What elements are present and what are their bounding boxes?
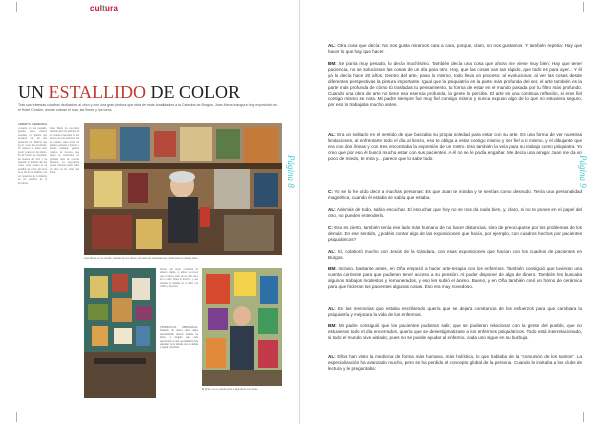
gallery-photo — [84, 268, 156, 398]
interview-paragraph: AL: Sí, colaboró mucho con Jesús de la Gándara, con esas exposiciones que hacían con los cuadros de pacientes en Burgos. — [328, 249, 582, 260]
interview-paragraph: AL: Otra cosa que decía: No nos gusta miramos cara a cara, porque, claro, no nos gustamos. Y también repetía: Hay que hacer lo que hay que hacer. — [328, 43, 582, 54]
interview-paragraph: AL: Era un solitario en el sentido de que buscaba su propia soledad para estar con su arte. Es una forma de ver nuestras limitaciones, al enfrentarte todo el día al lienzo, eso te obliga a estar contigo mismo y ser fiel a ti mismo, y el dibujante que era con dos líneas y con tres encontraba la expresión de un rostro. Eso también la veía para su trabajo como psiquiatra. Yo creo que por eso él buscó mucho estar con sus pacientes. A él no se le podía engañar. Me decía una amiga: Juan me da un poco de miedo, te mira y... parece que lo sabe todo. — [328, 132, 582, 161]
page-number-left: Página 8 — [286, 155, 296, 188]
article-deck: Tras sus intensas cuadros dedicados al circo y con una gran pintura que dela de esas tonalidades a la Catedral de Burgos, Juan Mena inaugura hoy exposición en el Hotel Cordón, donde cobran el mar, las flores y los toros — [18, 103, 278, 112]
article-column-2: Juan Mena ha recorrido durante años los pueblos de la comarca buscando la luz exacta de cada estación. En su estudio, entre botes de pintura, pinceles y lienzos a medio terminar, guarda cientos de bocetos que luego se convierten en grandes telas de colores intensos. La exposición podrá visitarse hasta final de mes en las salas del hotel. — [50, 127, 79, 175]
crop-mark — [583, 412, 584, 422]
interview-paragraph: AL: Además de todo, sabía escuchar. El escuchar que hoy no se nos da nada bien, y, claro, si no te pones en el papel del otro, no pueden entenderlo. — [328, 207, 582, 218]
article-column-3: Jurado del tercer certamen de pintura rápida, el artista reconoce que la mayor parte de su obra nace en la calle, frente al motivo, y que después la termina en el taller con calma y sin prisa. — [160, 268, 198, 289]
right-page — [300, 0, 600, 424]
interview-paragraph: AL: Ellos han visto la medicina de forma más humana, más holística, lo que hablaba de la “comunión de los santos”. La especialización ha avanzado mucho, pero se ha perdido el concepto global de la persona. Cuando le invitaba a los clubs de lectura y le preguntaba: — [328, 354, 582, 371]
painter-photo — [202, 268, 282, 386]
interview-paragraph: BM: Se ponía muy pesado, lo decía muchísimo. También decía una cosa que ahora me viene muy bien: Hay que tener paciencia, no se solucionan las cosas de un día para otro. Hoy, que las cosas van tan rápido, que todo es para ayer... Y él ya lo decía hace 20 años. Dentro del arte, pasa lo mismo, todo lleva un proceso; al evolucionar, al ver las cosas desde diferentes perspectivas la pintura importante. Igual que la psiquiatría es la parte más profunda del ser, el arte también es la parte más profunda de cómo tú trasladas tu pensamiento, tu forma de estar en el mundo pasada por tu filtro más profundo. Cuando una obra de arte no tiene esa esencia profunda, la gente lo percibe. El arte es una continua reflexión, si eres fiel contigo mismo se nota. Mi padre siempre fue muy fiel consigo mismo y nunca expuso algo de lo que no estuviera seguro, por eso lo trabajaba mucho antes. — [328, 61, 582, 108]
crop-mark — [16, 412, 17, 422]
crop-mark — [583, 2, 584, 12]
crop-mark — [16, 2, 17, 12]
photo-caption-1: Juan Mena, en su estudio, rodeado de sus obras y de todos los materiales que utiliza para su trabajo diario. — [84, 257, 199, 260]
interview-paragraph: BM: Mi padre consiguió que los pacientes pudieran salir, que se pudieran relacionar con la gente del pueblo, que no estuvieran todo el día encerrados, quería que se desestigmatizase a los enfermos psiquiátricos. Todo está interrelacionado, si todo el mundo vive aislado, pues no se puede ayudar al enfermo, cada uno sigue en su burbuja. — [328, 323, 582, 340]
painter-photo-image — [202, 268, 282, 386]
interview-paragraph: AL: En las memorias que estaba escribiendo quería que se dejara constancia de los esfuerzos para que cambiara la psiquiatría y mejorara la vida de los enfermos. — [328, 306, 582, 317]
section-logo: cultura — [90, 4, 119, 13]
article-main-photo — [84, 123, 282, 255]
page-number-right: Página 9 — [578, 155, 588, 188]
photo-caption-2: El pintor, en su estudio junto a algunas de sus obras. — [202, 388, 259, 391]
gallery-photo-image — [84, 268, 156, 398]
article-column-1: «Cuando yo era pequeño, gustaba unos cuadros enormes, la pintura que producía en mí una sensación de libertad que pocas cosas me producían. Yo empecé a pintar muy joven y nunca lo he dejado. Es mi forma de expresión, mi manera de vivir y de entender el mundo que me rodea. Cada cuadro es un estallido de color que nace de la luz de la mañana y de los recuerdos de la infancia en los pueblos de la provincia. — [18, 127, 47, 185]
article-byline: ALBERTO CERECEDA — [18, 122, 48, 126]
interview-paragraph: BM: Incluso, bastante antes, en Oña empezó a hacer arte-terapia con los enfermos. También consiguió que tuvieran una cuenta corriente para que pudieran tener acceso a su pensión. Al poder disponer de algo de dinero. También les buscaba algunos trabajos modestos y remunerados, y eso les subió el ánimo. Bueno, y en Oña también creó un horno de cerámica para que hicieran los pacientes algunas cosas. Eso era muy novedoso. — [328, 266, 582, 289]
interview-paragraph: C: Eso es cierto, también tenía ese lado más humano de no hacer distancias, sino de preocuparse por los problemas de los demás. En ese sentido, ¿podéis contar algo de las exposiciones que hacía, por ejemplo, con cuadros hechos por pacientes psiquiátricos? — [328, 225, 582, 242]
article-title: UN ESTALLIDO DE COLOR — [18, 82, 241, 102]
interview-paragraph: C: Yo se lo he oído decir a muchas personas: Es que Juan te miraba y te sentías como desnudo. Tenía una personalidad magnética, cuando él estaba se sabía que estaba. — [328, 189, 582, 200]
article-column-4: TENDENCIAS MEDITADAS. Después de tantos años sigue descubriendo nuevas formas de mirar, y asegura que cada exposición es una oportunidad para aprender de la mirada de los demás y seguir creciendo. — [160, 326, 198, 350]
studio-photo-image — [84, 123, 282, 255]
